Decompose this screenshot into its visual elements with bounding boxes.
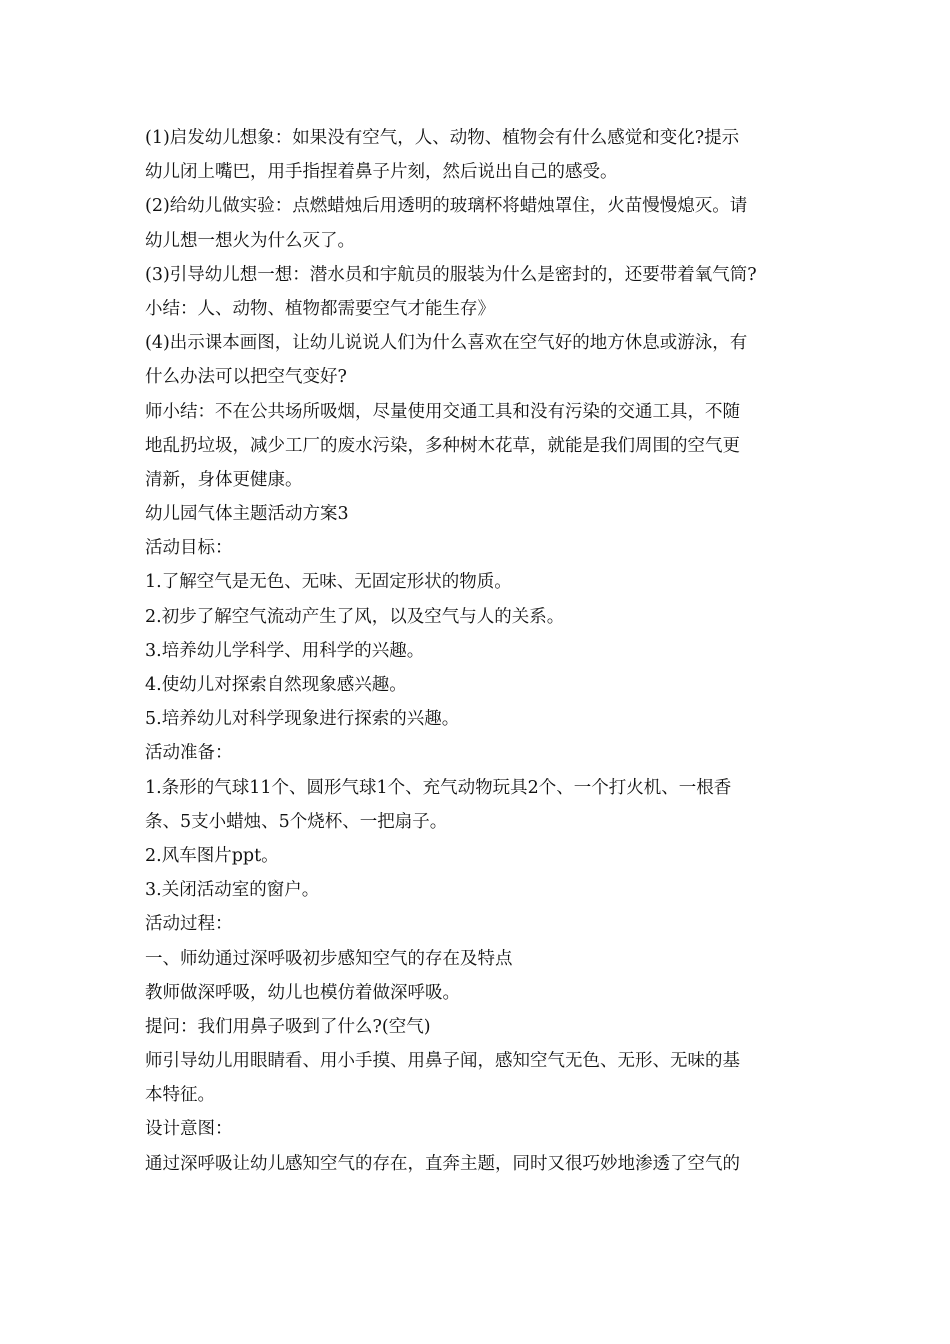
text-line-2: 幼儿闭上嘴巴，用手指捏着鼻子片刻，然后说出自己的感受。 [145,162,618,183]
process-text-1: 教师做深呼吸，幼儿也模仿着做深呼吸。 [145,982,460,1003]
prep-item-3: 3.关闭活动室的窗户。 [145,880,320,901]
goal-item-2: 2.初步了解空气流动产生了风，以及空气与人的关系。 [145,606,565,627]
text-line-1: (1)启发幼儿想象：如果没有空气，人、动物、植物会有什么感觉和变化?提示 [145,128,740,148]
text-line-8: 什么办法可以把空气变好? [145,367,347,388]
heading-activity-goals: 活动目标： [145,538,233,559]
process-text-3: 师引导幼儿用眼睛看、用小手摸、用鼻子闻，感知空气无色、无形、无味的基 [145,1051,740,1072]
goal-item-5: 5.培养幼儿对科学现象进行探索的兴趣。 [145,709,460,730]
goal-item-1: 1.了解空气是无色、无味、无固定形状的物质。 [145,572,512,593]
process-text-2: 提问：我们用鼻子吸到了什么?(空气) [145,1016,431,1037]
text-line-6: 小结：人、动物、植物都需要空气才能生存》 [145,298,495,319]
text-line-11: 清新，身体更健康。 [145,469,303,490]
text-line-7: (4)出示课本画图，让幼儿说说人们为什么喜欢在空气好的地方休息或游泳，有 [145,333,748,354]
prep-item-2: 2.风车图片ppt。 [145,845,279,866]
heading-design-intent: 设计意图： [145,1119,233,1140]
design-intent-text: 通过深呼吸让幼儿感知空气的存在，直奔主题，同时又很巧妙地渗透了空气的 [145,1153,740,1174]
heading-activity-preparation: 活动准备： [145,743,233,764]
text-line-4: 幼儿想一想火为什么灭了。 [145,230,355,251]
prep-item-1-cont: 条、5支小蜡烛、5个烧杯、一把扇子。 [145,811,448,832]
text-line-5: (3)引导幼儿想一想：潜水员和宇航员的服装为什么是密封的，还要带着氧气筒? [145,264,757,285]
goal-item-4: 4.使幼儿对探索自然现象感兴趣。 [145,675,407,695]
process-step-1-title: 一、师幼通过深呼吸初步感知空气的存在及特点 [145,948,513,969]
process-text-3-cont: 本特征。 [145,1085,215,1106]
text-line-9: 师小结：不在公共场所吸烟，尽量使用交通工具和没有污染的交通工具，不随 [145,401,740,422]
prep-item-1: 1.条形的气球11个、圆形气球1个、充气动物玩具2个、一个打火机、一根香 [145,777,732,798]
section-title: 幼儿园气体主题活动方案3 [145,504,349,525]
heading-activity-process: 活动过程： [145,914,233,935]
goal-item-3: 3.培养幼儿学科学、用科学的兴趣。 [145,640,425,661]
text-line-3: (2)给幼儿做实验：点燃蜡烛后用透明的玻璃杯将蜡烛罩住，火苗慢慢熄灭。请 [145,196,748,217]
text-line-10: 地乱扔垃圾，减少工厂的废水污染，多种树木花草，就能是我们周围的空气更 [145,435,740,456]
document-body [145,121,807,1181]
